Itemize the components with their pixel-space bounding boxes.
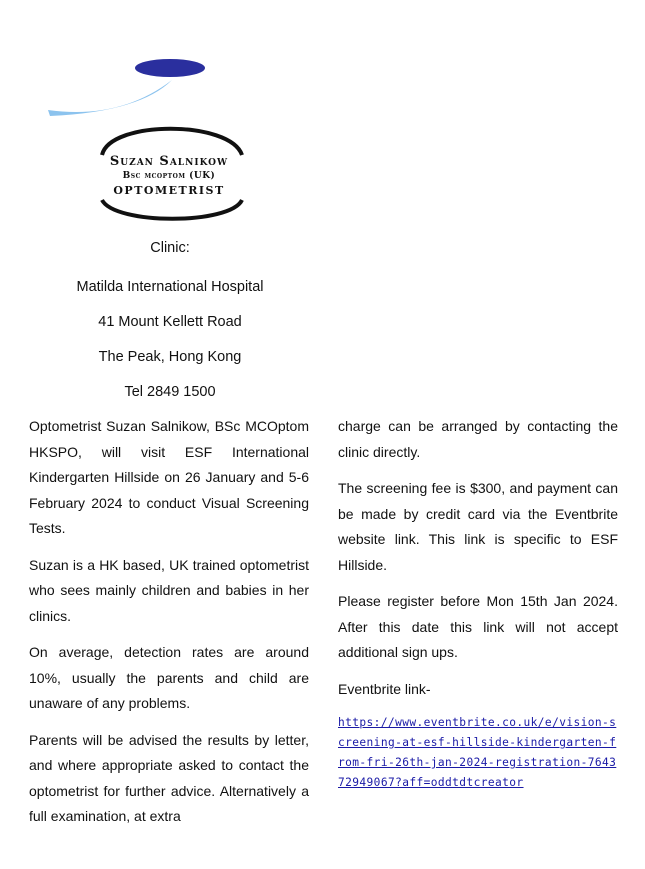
intro-paragraph: Optometrist Suzan Salnikow, BSc MCOptom HKSPO, will visit ESF International Kindergarten Hillside on 26 January and 5-6 February 2024 to conduct Visual Screening Tests. <box>29 418 309 536</box>
clinic-phone: Tel 2849 1500 <box>124 384 216 400</box>
logo-blue-ellipse <box>135 59 205 77</box>
logo-ring-bottom <box>102 200 242 219</box>
clinic-heading: Clinic: <box>150 240 190 256</box>
logo-swoosh <box>48 80 172 116</box>
logo-qualifications: Bsc mcoptom (UK) <box>122 171 216 181</box>
clinic-hospital: Matilda International Hospital <box>76 279 264 295</box>
fee-paragraph: The screening fee is $300, and payment can be made by credit card via the Eventbrite website link. This link is specific to ESF Hillside. <box>338 480 618 573</box>
eventbrite-link[interactable]: https://www.eventbrite.co.uk/e/vision-screening-at-esf-hillside-kindergarten-from-fri-26th-jan-2024-registration-764372949067?aff=oddtdtcreator <box>338 716 617 789</box>
optometrist-logo <box>40 50 260 225</box>
deadline-paragraph: Please register before Mon 15th Jan 2024. After this date this link will not accept additional sign ups. <box>338 593 618 660</box>
logo-graphic <box>40 50 260 225</box>
left-column <box>29 414 309 841</box>
results-paragraph: Parents will be advised the results by letter, and where appropriate asked to contact the optometrist for further advice. Alternatively a full examination, at extra <box>29 731 309 824</box>
logo-ring-top <box>102 129 242 155</box>
eventbrite-link-label: Eventbrite link- <box>338 680 431 697</box>
logo-name: Suzan Salnikow <box>109 154 229 169</box>
clinic-street: 41 Mount Kellett Road <box>98 314 242 330</box>
clinic-district: The Peak, Hong Kong <box>98 349 242 365</box>
background-paragraph: Suzan is a HK based, UK trained optometrist who sees mainly children and babies in her clinics. <box>29 556 309 624</box>
extra-charge-paragraph: charge can be arranged by contacting the clinic directly. <box>338 418 618 460</box>
detection-paragraph: On average, detection rates are around 10%, usually the parents and child are unaware of any problems. <box>29 644 309 711</box>
logo-profession: OPTOMETRIST <box>113 184 225 197</box>
right-column <box>338 414 618 793</box>
